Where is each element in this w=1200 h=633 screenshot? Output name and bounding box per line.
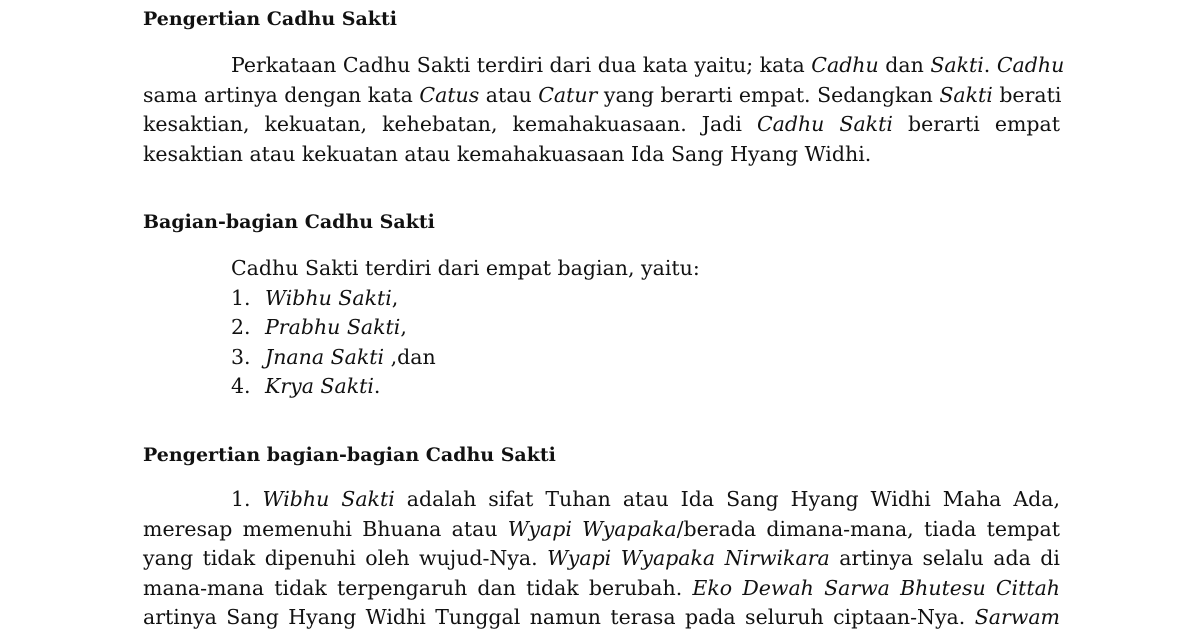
paragraph-line: 1. Wibhu Sakti adalah sifat Tuhan atau Ida Sang Hyang Widhi Maha Ada, [231,487,1061,511]
paragraph-line: meresap memenuhi Bhuana atau Wyapi Wyapaka/berada dimana-mana, tiada tempat [143,516,1061,541]
list-item: 2. Prabhu Sakti, [231,315,407,339]
parts-list-intro: Cadhu Sakti terdiri dari empat bagian, yaitu: [231,256,700,280]
paragraph-wibhu-sakti [143,485,1060,633]
paragraph-line: sama artinya dengan kata Catus atau Catur yang berarti empat. Sedangkan Sakti berati [143,82,1062,107]
paragraph-line: mana-mana tidak terpengaruh dan tidak berubah. Eko Dewah Sarwa Bhutesu Cittah [143,575,1060,600]
paragraph-pengertian [143,51,1065,169]
paragraph-line: Perkataan Cadhu Sakti terdiri dari dua kata yaitu; kata Cadhu dan Sakti. Cadhu [231,53,1065,77]
list-item: 1. Wibhu Sakti, [231,285,399,310]
paragraph-line: kesaktian atau kekuatan atau kemahakuasaan Ida Sang Hyang Widhi. [143,141,872,166]
section-heading-bagian: Bagian-bagian Cadhu Sakti [143,211,435,233]
section-heading-pengertian-bagian: Pengertian bagian-bagian Cadhu Sakti [143,444,556,466]
list-item: 4. Krya Sakti. [231,374,381,398]
paragraph-line: artinya Sang Hyang Widhi Tunggal namun terasa pada seluruh ciptaan-Nya. Sarwam [143,605,1060,629]
parts-list [231,254,700,402]
parts-items [231,284,700,402]
section-heading-pengertian: Pengertian Cadhu Sakti [143,8,397,30]
paragraph-line: yang tidak dipenuhi oleh wujud-Nya. Wyapi Wyapaka Nirwikara artinya selalu ada di [143,546,1060,570]
list-item: 3. Jnana Sakti ,dan [231,344,436,369]
paragraph-line: kesaktian, kekuatan, kehebatan, kemahakuasaan. Jadi Cadhu Sakti berarti empat [143,112,1061,136]
